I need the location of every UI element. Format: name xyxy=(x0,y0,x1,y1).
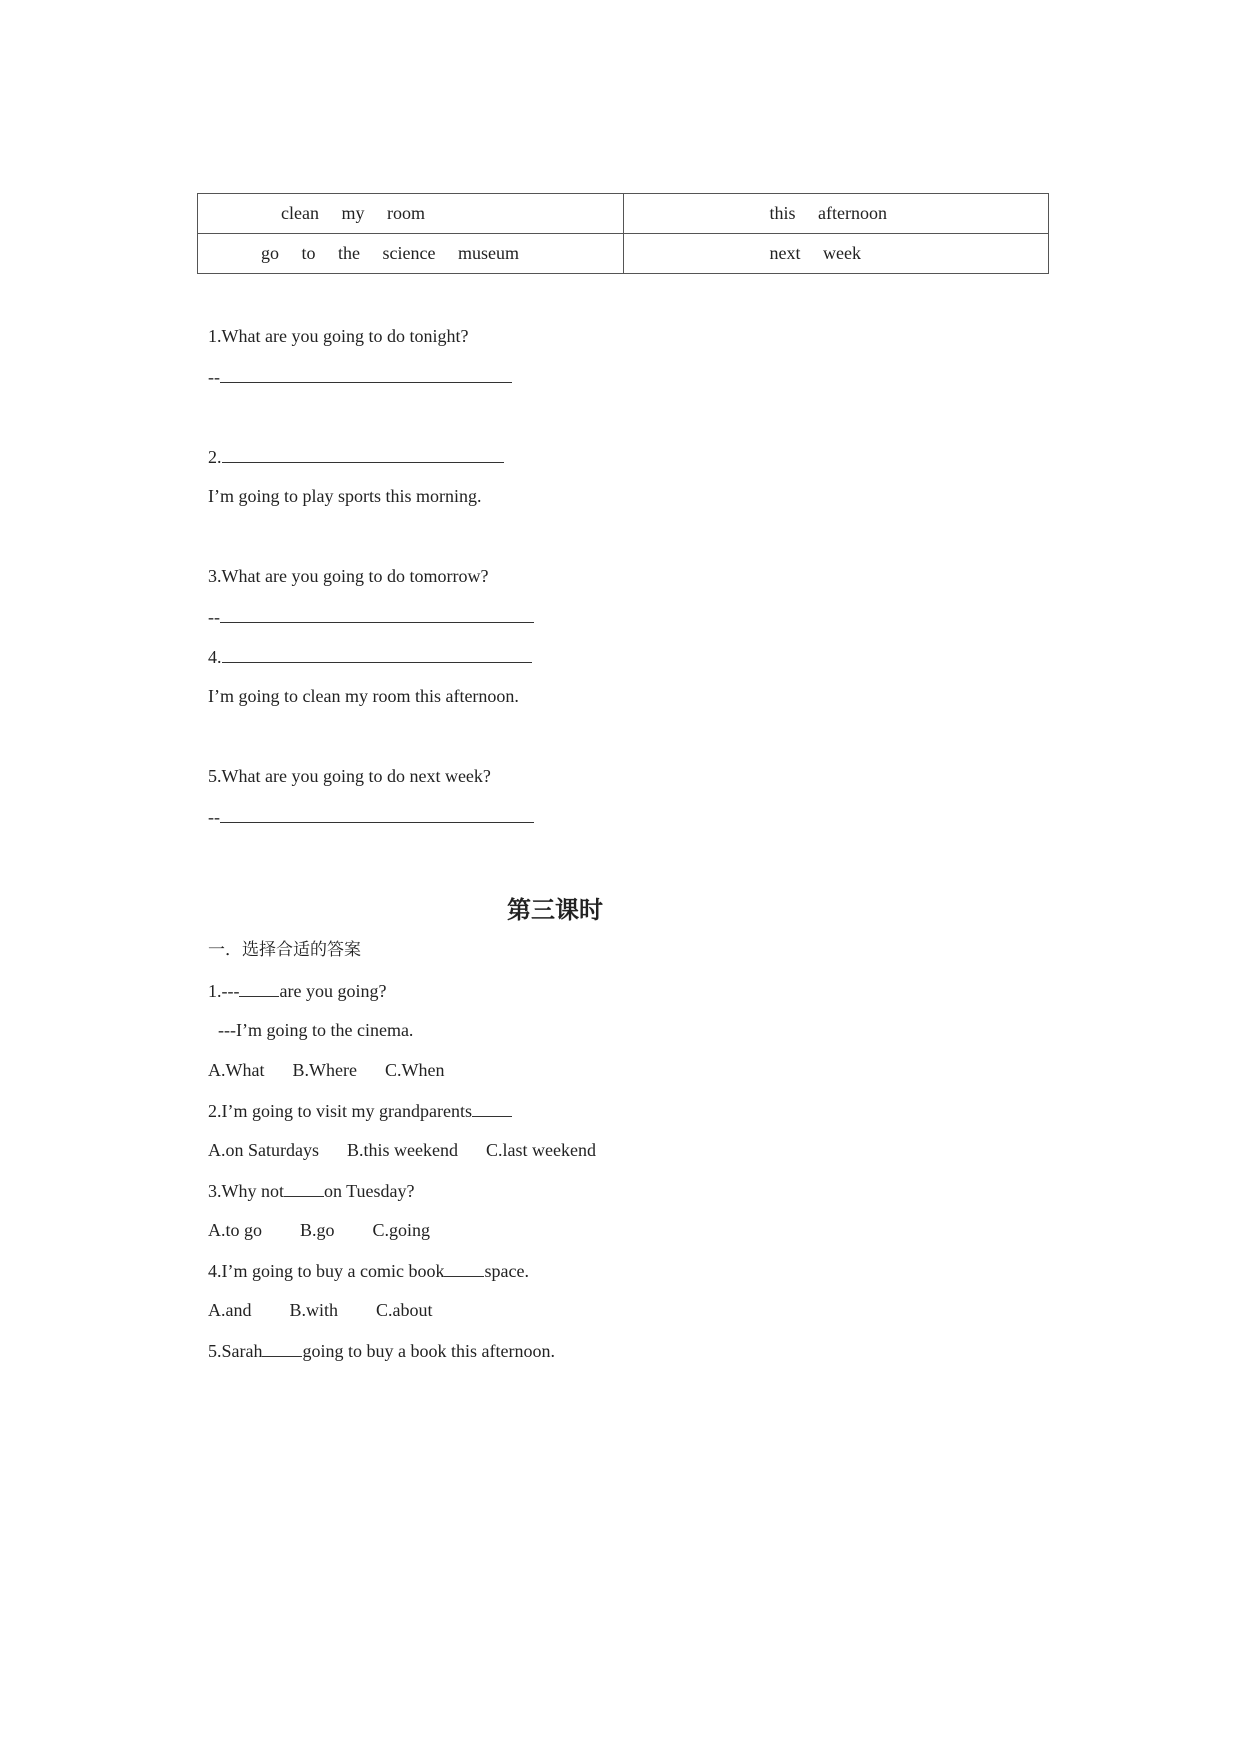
question-text: space. xyxy=(484,1261,529,1281)
mc-reply-1: ---I’m going to the cinema. xyxy=(218,1020,414,1040)
answer-prefix: -- xyxy=(208,807,220,827)
question-text: 4.I’m going to buy a comic book xyxy=(208,1261,445,1281)
answer-line-5 xyxy=(208,804,534,829)
option-a[interactable]: A.and xyxy=(208,1300,252,1320)
answer-blank[interactable] xyxy=(220,364,512,383)
question-blank[interactable] xyxy=(262,1338,302,1357)
answer-blank[interactable] xyxy=(220,804,534,823)
answer-prefix: -- xyxy=(208,367,220,387)
answer-prefix: -- xyxy=(208,607,220,627)
question-text: 1.--- xyxy=(208,981,240,1001)
question-number: 2. xyxy=(208,447,222,467)
table-row xyxy=(198,194,1049,234)
answer-blank[interactable] xyxy=(220,604,534,623)
mc-question-4 xyxy=(208,1258,529,1283)
option-b[interactable]: B.go xyxy=(300,1220,335,1240)
mc-options-3 xyxy=(208,1218,458,1242)
mc-question-2 xyxy=(208,1098,512,1123)
option-b[interactable]: B.this weekend xyxy=(347,1140,458,1160)
lesson-title: 第三课时 xyxy=(507,896,603,924)
mc-options-4 xyxy=(208,1298,461,1322)
mc-options-1 xyxy=(208,1058,472,1082)
question-text: on Tuesday? xyxy=(324,1181,415,1201)
question-text: 5.Sarah xyxy=(208,1341,263,1361)
table-cell-activity: go to the science museum xyxy=(198,234,624,274)
question-blank[interactable] xyxy=(222,644,532,663)
question-blank[interactable] xyxy=(222,444,504,463)
option-c[interactable]: C.When xyxy=(384,1060,445,1080)
option-a[interactable]: A.on Saturdays xyxy=(208,1140,319,1160)
option-b[interactable]: B.with xyxy=(289,1300,339,1320)
table-cell-time: this afternoon xyxy=(623,194,1049,234)
activity-time-table xyxy=(197,193,1049,274)
mc-question-3 xyxy=(208,1178,415,1203)
question-3: 3.What are you going to do tomorrow? xyxy=(208,566,489,586)
question-2 xyxy=(208,444,504,469)
question-5: 5.What are you going to do next week? xyxy=(208,766,491,786)
question-number: 4. xyxy=(208,647,222,667)
mc-options-2 xyxy=(208,1138,624,1162)
answer-line-1 xyxy=(208,364,512,389)
answer-line-3 xyxy=(208,604,534,629)
question-text: are you going? xyxy=(279,981,387,1001)
option-c[interactable]: C.last weekend xyxy=(485,1140,596,1160)
option-a[interactable]: A.to go xyxy=(208,1220,262,1240)
option-b[interactable]: B.Where xyxy=(292,1060,357,1080)
answer-4: I’m going to clean my room this afternoon. xyxy=(208,686,519,706)
question-blank[interactable] xyxy=(239,978,279,997)
question-blank[interactable] xyxy=(284,1178,324,1197)
question-blank[interactable] xyxy=(444,1258,484,1277)
question-1: 1.What are you going to do tonight? xyxy=(208,326,469,346)
question-blank[interactable] xyxy=(472,1098,512,1117)
question-4 xyxy=(208,644,532,669)
table-cell-activity: clean my room xyxy=(198,194,624,234)
section-heading: 一．选择合适的答案 xyxy=(208,940,361,960)
option-c[interactable]: C.going xyxy=(372,1220,431,1240)
table-cell-time: next week xyxy=(623,234,1049,274)
option-c[interactable]: C.about xyxy=(376,1300,433,1320)
question-text: 3.Why not xyxy=(208,1181,284,1201)
mc-question-1 xyxy=(208,978,386,1003)
mc-question-5 xyxy=(208,1338,555,1363)
question-text: 2.I’m going to visit my grandparents xyxy=(208,1101,472,1121)
question-text: going to buy a book this afternoon. xyxy=(302,1341,555,1361)
table-row xyxy=(198,234,1049,274)
answer-2: I’m going to play sports this morning. xyxy=(208,486,482,506)
option-a[interactable]: A.What xyxy=(208,1060,265,1080)
